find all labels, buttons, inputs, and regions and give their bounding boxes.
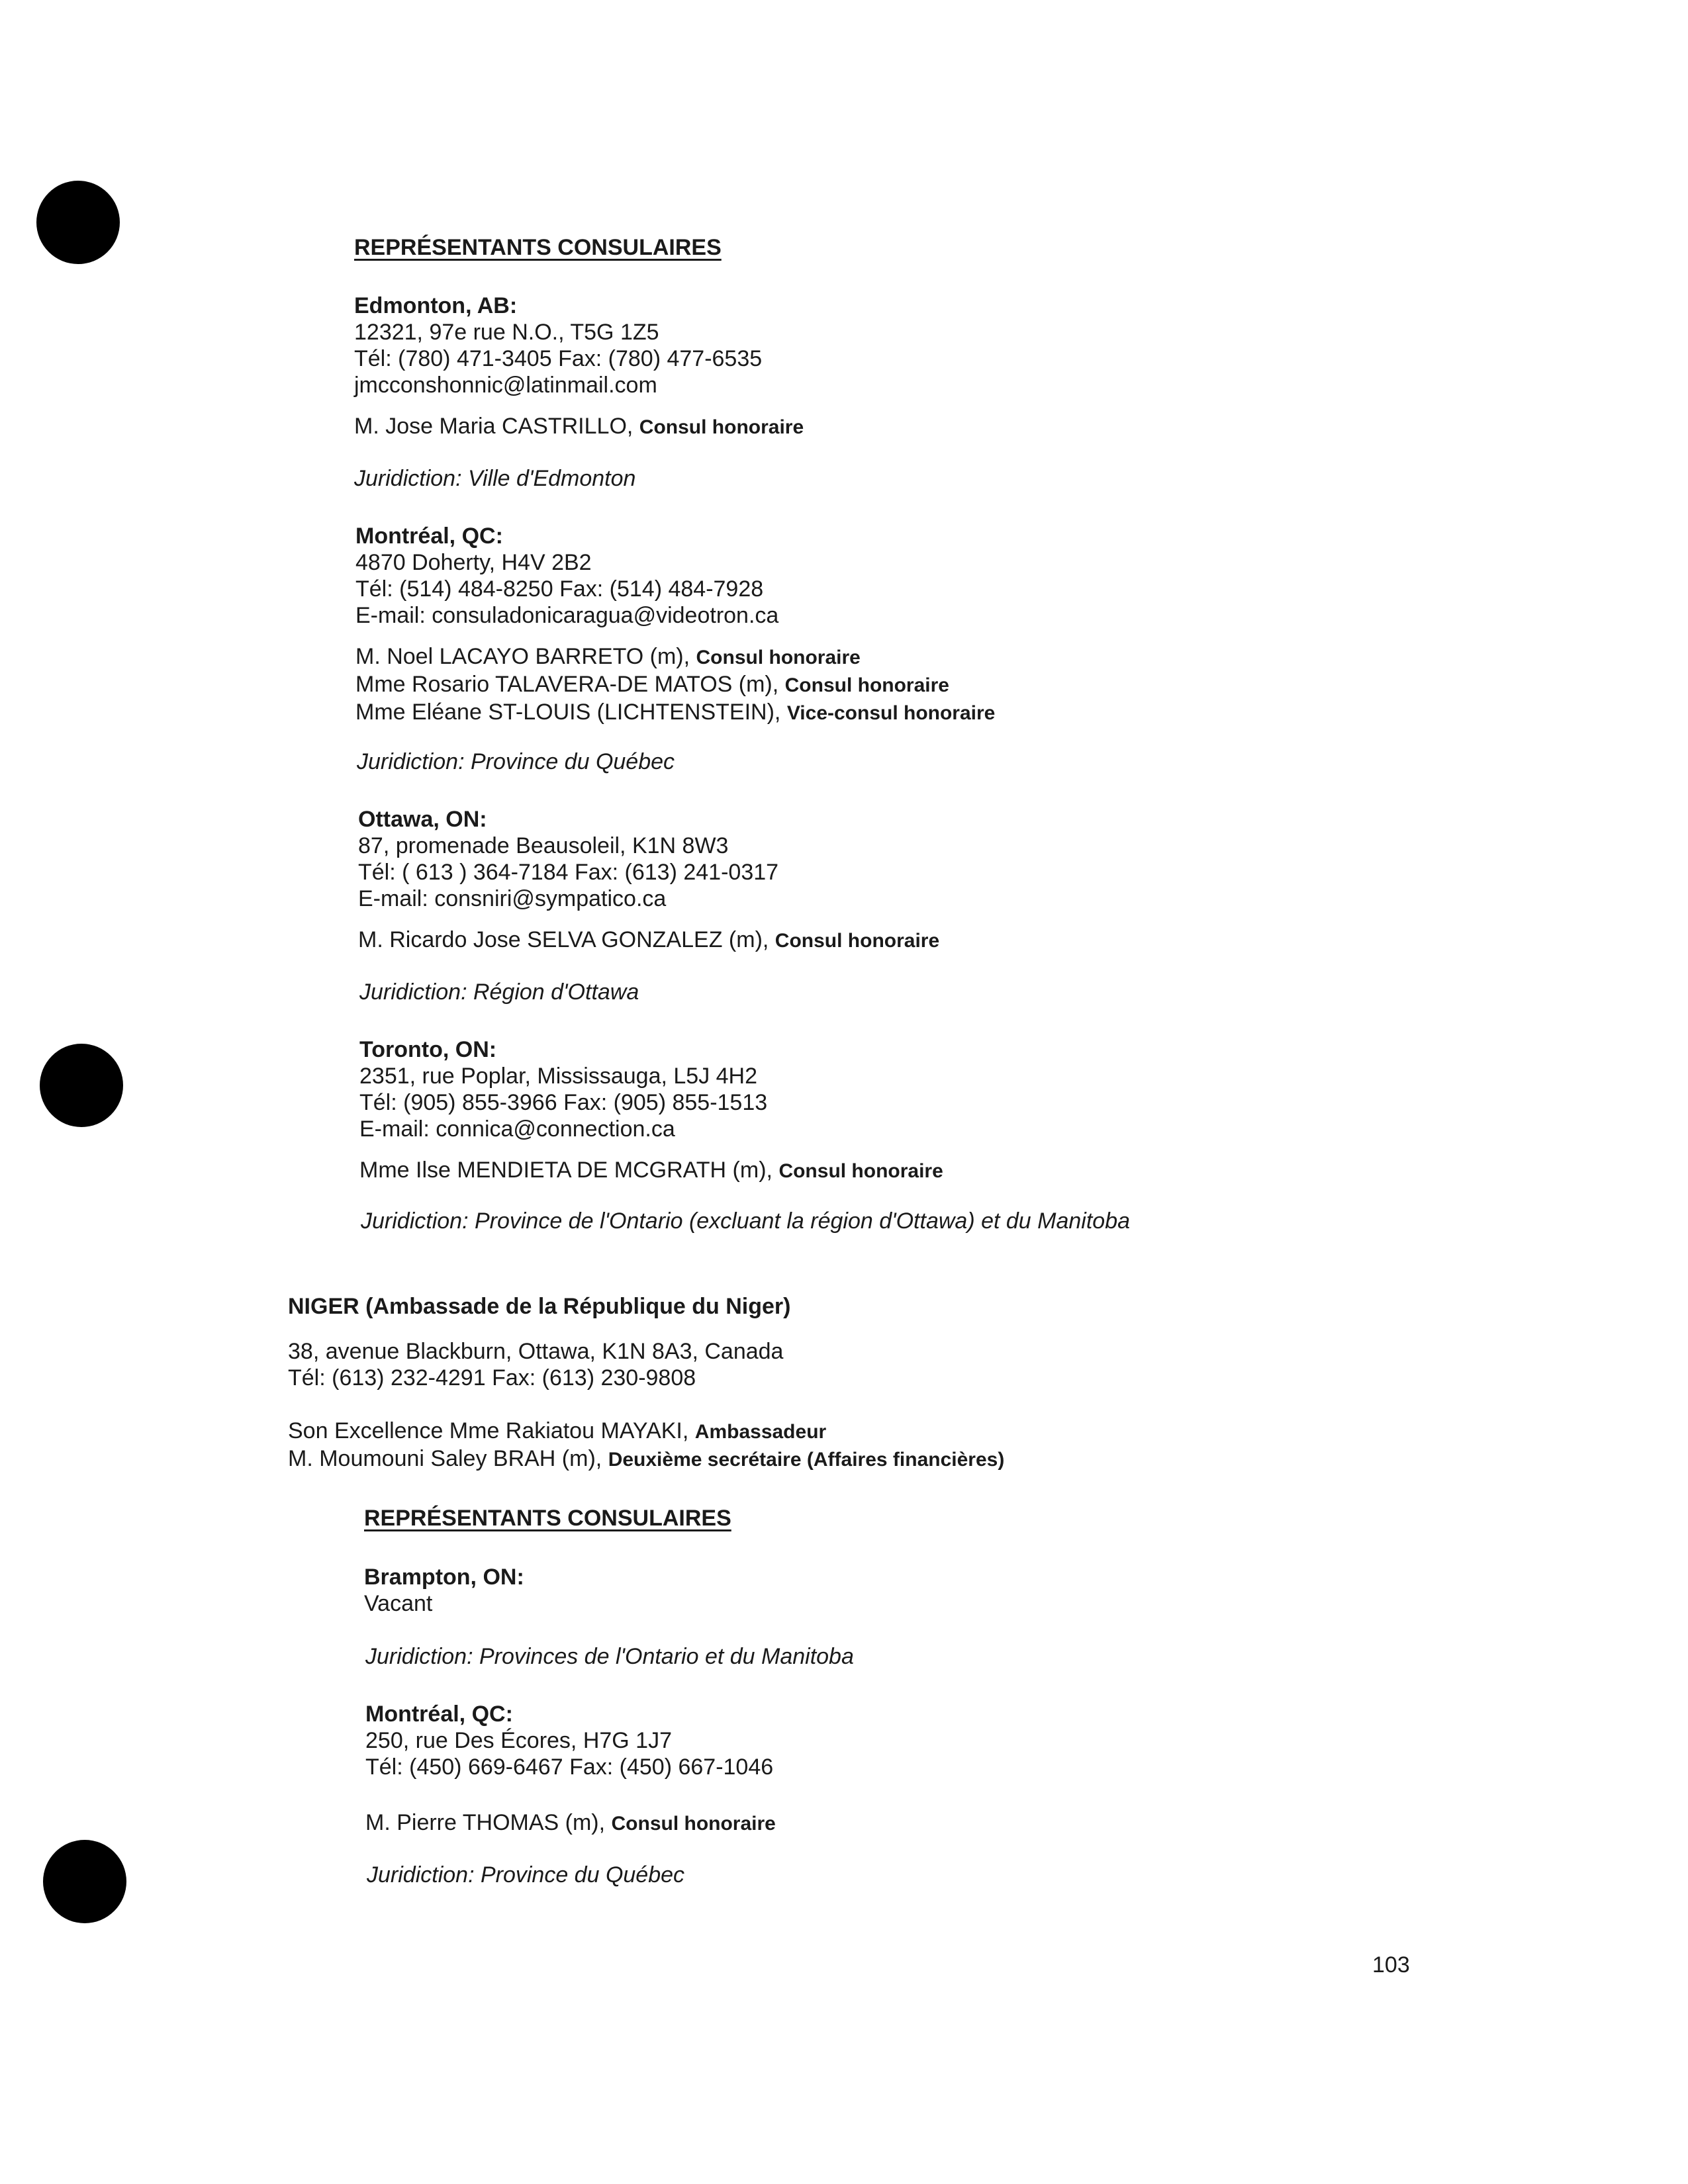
address: 2351, rue Poplar, Mississauga, L5J 4H2: [359, 1064, 758, 1089]
jurisdiction: Juridiction: Province de l'Ontario (excluant la région d'Ottawa) et du Manitoba: [361, 1208, 1131, 1234]
email: jmcconshonnic@latinmail.com: [354, 373, 657, 398]
consulate-ottawa: [358, 806, 939, 954]
address: 250, rue Des Écores, H7G 1J7: [365, 1728, 673, 1753]
representative-name: M. Ricardo Jose SELVA GONZALEZ (m),: [358, 927, 769, 952]
representative-role: Consul honoraire: [784, 674, 949, 696]
embassy-niger: [288, 1338, 1004, 1473]
representative-role: Deuxième secrétaire (Affaires financières): [608, 1449, 1005, 1471]
address: 38, avenue Blackburn, Ottawa, K1N 8A3, Canada: [288, 1339, 784, 1364]
consulate-brampton: [364, 1564, 524, 1617]
status: Vacant: [364, 1591, 433, 1616]
email: E-mail: consniri@sympatico.ca: [358, 886, 667, 911]
city-name: Ottawa, ON:: [358, 807, 487, 832]
representative: [359, 1157, 943, 1185]
representative-name: M. Moumouni Saley BRAH (m),: [288, 1446, 602, 1471]
representative-name: Son Excellence Mme Rakiatou MAYAKI,: [288, 1418, 689, 1443]
representative-name: M. Noel LACAYO BARRETO (m),: [355, 644, 690, 669]
representative-name: Mme Ilse MENDIETA DE MCGRATH (m),: [359, 1158, 773, 1183]
city-name: Montréal, QC:: [355, 523, 503, 549]
country-heading: NIGER (Ambassade de la République du Niger): [288, 1294, 791, 1319]
representative: [288, 1418, 1004, 1445]
jurisdiction: Juridiction: Ville d'Edmonton: [354, 466, 636, 491]
representative-role: Consul honoraire: [639, 416, 804, 438]
section-heading: REPRÉSENTANTS CONSULAIRES: [364, 1506, 731, 1531]
binder-hole-bottom: [43, 1840, 126, 1923]
city-name: Brampton, ON:: [364, 1565, 524, 1590]
binder-hole-top: [36, 181, 120, 264]
representative-role: Consul honoraire: [778, 1160, 943, 1182]
representative: [358, 927, 939, 954]
phone-fax: Tél: (450) 669-6467 Fax: (450) 667-1046: [365, 1754, 774, 1780]
jurisdiction: Juridiction: Région d'Ottawa: [359, 979, 639, 1005]
phone-fax: Tél: (514) 484-8250 Fax: (514) 484-7928: [355, 576, 764, 602]
representative-role: Consul honoraire: [774, 930, 940, 952]
representative-role: Ambassadeur: [694, 1421, 827, 1443]
representative-role: Consul honoraire: [611, 1813, 776, 1835]
consulate-montreal-niger: [365, 1701, 776, 1837]
consulate-edmonton: [354, 293, 804, 441]
address: 4870 Doherty, H4V 2B2: [355, 550, 592, 575]
jurisdiction: Juridiction: Provinces de l'Ontario et du Manitoba: [365, 1644, 854, 1669]
representative: [355, 671, 995, 699]
representative-name: M. Jose Maria CASTRILLO,: [354, 414, 633, 439]
address: 12321, 97e rue N.O., T5G 1Z5: [354, 320, 659, 345]
consulate-montreal: [355, 523, 995, 727]
representative: [355, 643, 995, 671]
phone-fax: Tél: (905) 855-3966 Fax: (905) 855-1513: [359, 1090, 768, 1115]
jurisdiction: Juridiction: Province du Québec: [357, 749, 675, 774]
representative: [354, 413, 804, 441]
city-name: Montréal, QC:: [365, 1702, 513, 1727]
representative-name: Mme Rosario TALAVERA-DE MATOS (m),: [355, 672, 779, 697]
email: E-mail: connica@connection.ca: [359, 1116, 675, 1142]
phone-fax: Tél: ( 613 ) 364-7184 Fax: (613) 241-0317: [358, 860, 779, 885]
representative-role: Vice-consul honoraire: [786, 702, 996, 724]
address: 87, promenade Beausoleil, K1N 8W3: [358, 833, 729, 858]
representative: [365, 1809, 776, 1837]
city-name: Edmonton, AB:: [354, 293, 518, 318]
consulate-toronto: [359, 1036, 943, 1185]
representative: [288, 1445, 1004, 1473]
representative-role: Consul honoraire: [696, 647, 861, 668]
email: E-mail: consuladonicaragua@videotron.ca: [355, 603, 779, 628]
city-name: Toronto, ON:: [359, 1037, 497, 1062]
phone-fax: Tél: (780) 471-3405 Fax: (780) 477-6535: [354, 346, 763, 371]
binder-hole-middle: [40, 1044, 123, 1127]
section-heading: REPRÉSENTANTS CONSULAIRES: [354, 235, 722, 260]
phone-fax: Tél: (613) 232-4291 Fax: (613) 230-9808: [288, 1365, 696, 1390]
representative-name: Mme Eléane ST-LOUIS (LICHTENSTEIN),: [355, 700, 781, 725]
representative-name: M. Pierre THOMAS (m),: [365, 1810, 606, 1835]
representative: [355, 699, 995, 727]
jurisdiction: Juridiction: Province du Québec: [367, 1862, 685, 1888]
page-number: 103: [1372, 1952, 1410, 1978]
